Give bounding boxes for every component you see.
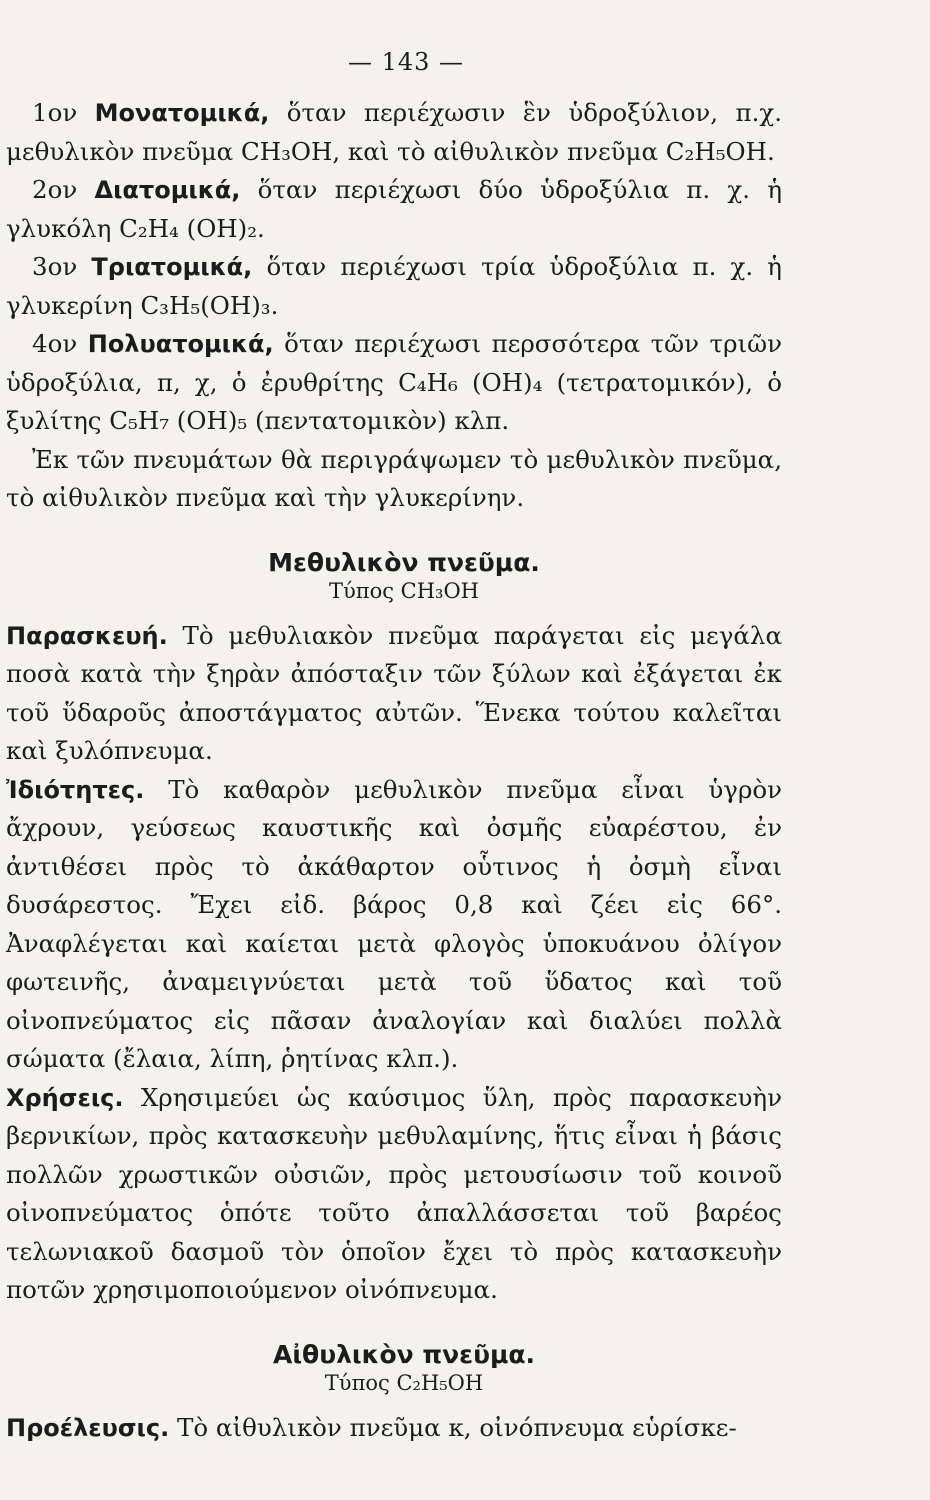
formula-ethyl: Τύπος C₂H₅OH: [324, 1370, 484, 1395]
methyl-uses: [6, 1079, 782, 1310]
section-title-methyl: Μεθυλικὸν πνεῦμα.: [268, 547, 540, 577]
intro-item-text: ὅταν περιέχωσι δύο ὑδροξύλια π. χ. ἡ γλυκόλη C₂H₄ (OH)₂.: [6, 175, 783, 243]
page-number: — 143 —: [347, 48, 465, 76]
paragraph-text: Χρησιμεύει ὡς καύσιμος ὕλη, πρὸς παρασκευὴν βερνικίων, πρὸς κατασκευὴν μεθυλαμίνης, ἥτις εἶναι ἡ βάσις πολλῶν χρωστικῶν οὐσιῶν, πρὸς μετουσίωσιν τοῦ κοινοῦ οἰνοπνεύματος ὁπότε τοῦτο ἀπαλλάσσεται τοῦ βαρέος τελωνιακοῦ δασμοῦ τὸν ὁποῖον ἔχει τὸ πρὸς κατασκευὴν ποτῶν χρησιμοποιούμενον οἰνόπνευμα.: [6, 1082, 782, 1304]
paragraph-term: Παρασκευή.: [6, 621, 168, 650]
paragraph-text: Τὸ αἰθυλικὸν πνεῦμα κ, οἰνόπνευμα εὑρίσκε-: [169, 1412, 737, 1442]
intro-item-term: Διατομικά,: [94, 176, 241, 204]
paragraph-term: Χρήσεις.: [6, 1083, 124, 1112]
intro-item-text: ὅταν περιέχωσι περσσότερα τῶν τριῶν ὑδροξύλια, π, χ, ὁ ἐρυθρίτης C₄H₆ (OH)₄ (τετρατομικόν), ὁ ξυλίτης C₅H₇ (OH)₅ (πεντατομικὸν) κλπ.: [6, 329, 782, 435]
methyl-preparation: [6, 617, 782, 771]
intro-item-4: [6, 325, 782, 441]
formula-methyl: Τύπος CH₃OH: [329, 578, 479, 603]
intro-item-term: Τριατομικά,: [91, 253, 253, 281]
ethyl-origin: [6, 1409, 782, 1448]
methyl-properties: [6, 771, 782, 1079]
intro-item-2: [6, 171, 782, 248]
intro-item-term: Μονατομικά,: [94, 99, 270, 127]
intro-closing: Ἐκ τῶν πνευμάτων θὰ περιγράψωμεν τὸ μεθυλικὸν πνεῦμα, τὸ αἰθυλικὸν πνεῦμα καὶ τὴν γλυκερίνην.: [6, 444, 782, 512]
intro-item-number: 2ον: [32, 175, 78, 204]
paragraph-term: Προέλευσις.: [6, 1413, 170, 1442]
paragraph-text: Τὸ μεθυλιακὸν πνεῦμα παράγεται εἰς μεγάλα ποσὰ κατὰ τὴν ξηρὰν ἀπόσταξιν τῶν ξύλων καὶ ἐξάγεται ἐκ τοῦ ὕδαροῦς ἀποστάγματος αὐτῶν. Ἕνεκα τούτου καλεῖται καὶ ξυλόπνευμα.: [6, 620, 782, 765]
paragraph-term: Ἰδιότητες.: [6, 775, 145, 804]
intro-item-number: 1ον: [32, 98, 78, 127]
intro-item-1: [6, 94, 782, 171]
section-title-ethyl: Αἰθυλικὸν πνεῦμα.: [272, 1339, 536, 1369]
intro-item-text: ὅταν περιέχωσιν ἓν ὑδροξύλιον, π.χ. μεθυλικὸν πνεῦμα CH₃OH, καὶ τὸ αἰθυλικὸν πνεῦμα C₂H₅OH.: [6, 98, 782, 166]
intro-item-3: [6, 248, 782, 325]
intro-item-term: Πολυατομικά,: [87, 330, 274, 358]
paragraph-text: Τὸ καθαρὸν μεθυλικὸν πνεῦμα εἶναι ὑγρὸν ἄχρουν, γεύσεως καυστικῆς καὶ ὀσμῆς εὐαρέστου, ἐν ἀντιθέσει πρὸς τὸ ἀκάθαρτον οὗτινος ἡ ὀσμὴ εἶναι δυσάρεστος. Ἔχει εἰδ. βάρος 0,8 καὶ ζέει εἰς 66°. Ἀναφλέγεται καὶ καίεται μετὰ φλογὸς ὑποκυάνου ὀλίγον φωτεινῆς, ἀναμειγνύεται μετὰ τοῦ ὕδατος καὶ τοῦ οἰνοπνεύματος εἰς πᾶσαν ἀναλογίαν καὶ διαλύει πολλὰ σώματα (ἔλαια, λίπη, ῥητίνας κλπ.).: [6, 774, 782, 1073]
intro-item-text: ὅταν περιέχωσι τρία ὑδροξύλια π. χ. ἡ γλυκερίνη C₃H₅(OH)₃.: [6, 252, 782, 320]
intro-item-number: 4ον: [32, 329, 78, 358]
intro-item-number: 3ον: [32, 252, 78, 281]
